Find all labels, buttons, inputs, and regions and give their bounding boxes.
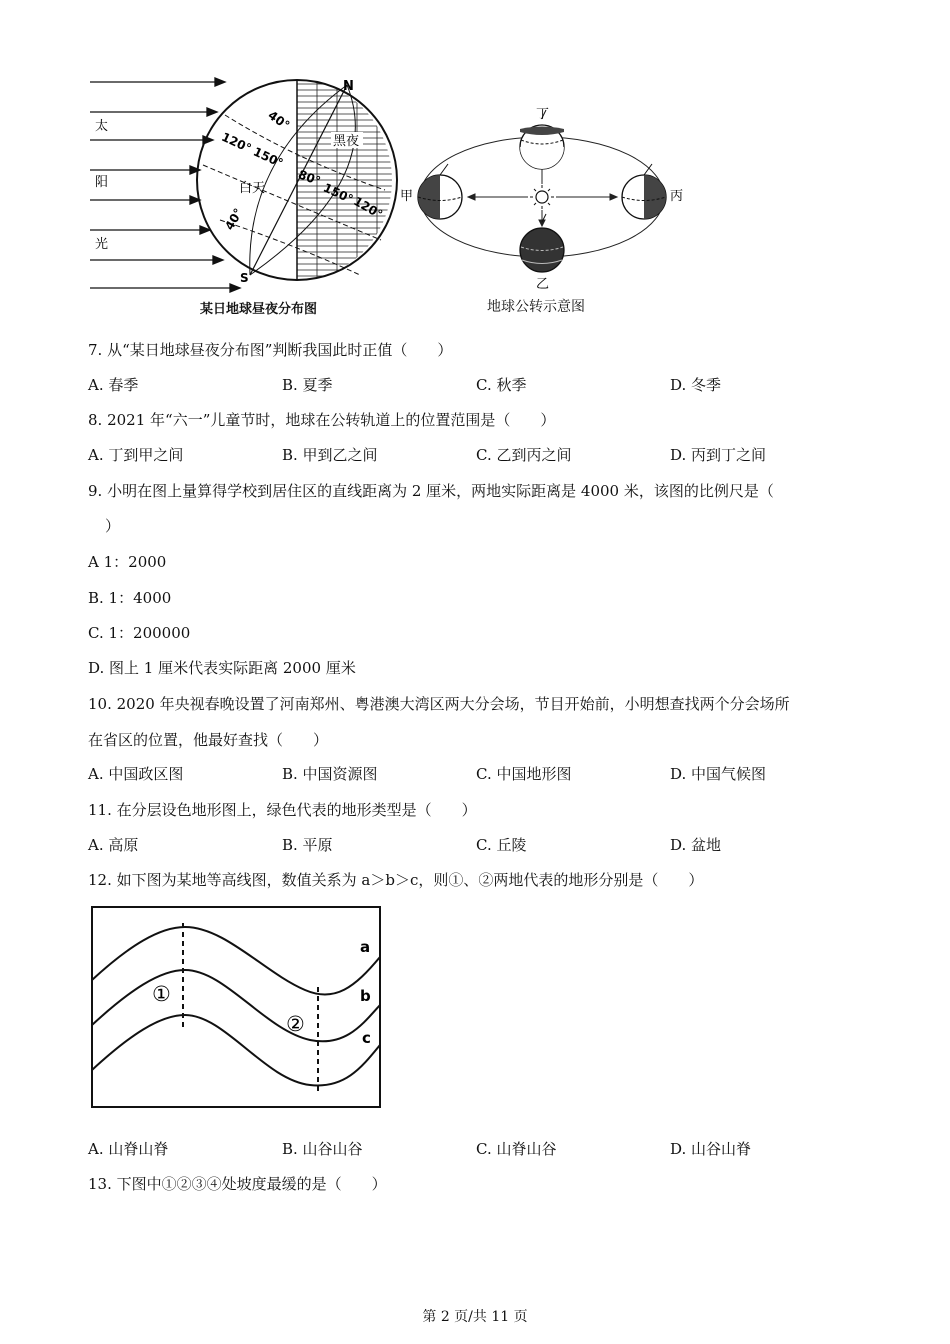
- q10-option-d[interactable]: D. 中国气候图: [670, 765, 767, 783]
- q11-stem: 11. 在分层设色地形图上，绿色代表的地形类型是（ ）: [88, 801, 477, 819]
- q8-option-a[interactable]: A. 丁到甲之间: [88, 446, 184, 464]
- deg-label-3: 150°: [251, 144, 286, 171]
- deg-label-1: 40°: [265, 108, 293, 133]
- fig2-caption: 地球公转示意图: [487, 299, 585, 315]
- pos-ding: 丁: [536, 107, 550, 122]
- q10-stem-cont: 在省区的位置，他最好查找（ ）: [88, 731, 329, 749]
- q9-stem: 9. 小明在图上量算得学校到居住区的直线距离为 2 厘米，两地实际距离是 4000 米，该图的比例尺是（: [88, 482, 774, 500]
- contour-label-a: a: [360, 938, 371, 956]
- q8-option-d[interactable]: D. 丙到丁之间: [670, 446, 767, 464]
- q11-option-d[interactable]: D. 盆地: [670, 836, 722, 854]
- contour-figure: [90, 905, 385, 1111]
- globe-jia: [418, 164, 462, 219]
- contour-label-c: c: [362, 1029, 371, 1047]
- fig1-caption: 某日地球昼夜分布图: [200, 302, 318, 317]
- q10-option-b[interactable]: B. 中国资源图: [282, 765, 378, 783]
- pos-yi: 乙: [536, 277, 550, 292]
- q9-stem-cont: ）: [90, 517, 121, 535]
- q10-stem: 10. 2020 年央视春晚设置了河南郑州、粤港澳大湾区两大分会场，节目开始前，小明想查找两个分会场所: [88, 695, 790, 713]
- sun-char-1: 太: [95, 119, 109, 134]
- sun-char-3: 光: [95, 237, 109, 252]
- page-footer: 第 2 页/共 11 页: [422, 1309, 528, 1325]
- q7-option-c[interactable]: C. 秋季: [476, 376, 527, 394]
- q8-option-b[interactable]: B. 甲到乙之间: [282, 446, 378, 464]
- q13-stem: 13. 下图中①②③④处坡度最缓的是（ ）: [88, 1175, 387, 1193]
- south-label: S: [240, 271, 249, 285]
- q11-option-c[interactable]: C. 丘陵: [476, 836, 527, 854]
- day-night-figure: [85, 70, 405, 295]
- point-2: ②: [286, 1012, 305, 1036]
- q7-option-b[interactable]: B. 夏季: [282, 376, 333, 394]
- pos-bing: 丙: [670, 189, 684, 204]
- q8-stem: 8. 2021 年“六一”儿童节时，地球在公转轨道上的位置范围是（ ）: [88, 411, 556, 429]
- q11-option-a[interactable]: A. 高原: [88, 836, 139, 854]
- q10-option-a[interactable]: A. 中国政区图: [88, 765, 184, 783]
- revolution-figure: [400, 102, 700, 292]
- q7-option-d[interactable]: D. 冬季: [670, 376, 722, 394]
- q12-option-c[interactable]: C. 山脊山谷: [476, 1140, 557, 1158]
- north-label: N: [343, 79, 354, 94]
- night-label: 黑夜: [333, 134, 360, 149]
- deg-label-4: 80°: [296, 167, 323, 189]
- deg-label-2: 120°: [219, 129, 254, 156]
- q11-option-b[interactable]: B. 平原: [282, 836, 333, 854]
- deg-label-7: 40°: [222, 205, 246, 233]
- q9-option-b[interactable]: B. 1：4000: [88, 589, 172, 607]
- q9-option-c[interactable]: C. 1：200000: [88, 624, 191, 642]
- pos-jia: 甲: [400, 189, 414, 204]
- day-label: 白天: [239, 181, 266, 196]
- q12-stem: 12. 如下图为某地等高线图，数值关系为 a＞b＞c，则①、②两地代表的地形分别是（ ）: [88, 871, 704, 889]
- point-1: ①: [152, 982, 171, 1006]
- q9-option-a[interactable]: A 1：2000: [88, 553, 167, 571]
- globe-bing: [622, 164, 666, 219]
- q8-option-c[interactable]: C. 乙到丙之间: [476, 446, 572, 464]
- q7-stem: 7. 从“某日地球昼夜分布图”判断我国此时正值（ ）: [88, 341, 453, 359]
- q12-option-d[interactable]: D. 山谷山脊: [670, 1140, 752, 1158]
- q12-option-b[interactable]: B. 山谷山谷: [282, 1140, 363, 1158]
- q12-option-a[interactable]: A. 山脊山脊: [88, 1140, 169, 1158]
- q9-option-d[interactable]: D. 图上 1 厘米代表实际距离 2000 厘米: [88, 659, 356, 677]
- q10-option-c[interactable]: C. 中国地形图: [476, 765, 572, 783]
- deg-label-6: 120°: [351, 193, 386, 222]
- deg-label-5: 150°: [321, 180, 356, 207]
- contour-label-b: b: [360, 987, 371, 1005]
- q7-option-a[interactable]: A. 春季: [88, 376, 139, 394]
- sun-char-2: 阳: [95, 175, 109, 190]
- sun-icon: [530, 185, 554, 209]
- sun-rays: [90, 78, 240, 292]
